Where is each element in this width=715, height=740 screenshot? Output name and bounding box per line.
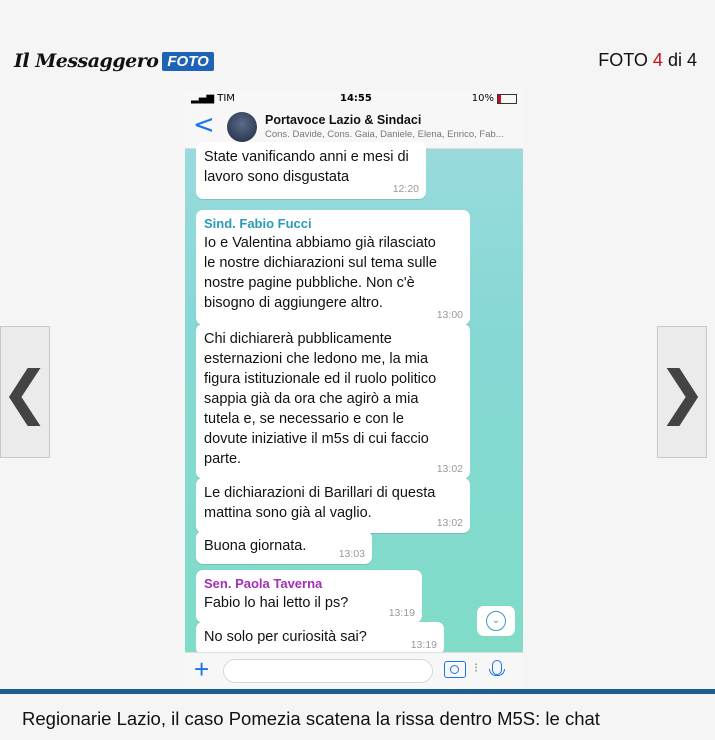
message-line: bisogno di aggiungere altro. <box>204 295 383 311</box>
message-line: parte. <box>204 451 242 467</box>
message-line: State vanificando anni e mesi di <box>204 149 409 165</box>
message-line: esternazioni che ledono me, la mia <box>204 351 429 367</box>
plus-icon[interactable]: + <box>194 654 210 684</box>
logo-foto-badge: FOTO <box>162 52 213 71</box>
message-line: dovute iniziative il m5s di cui faccio <box>204 431 429 447</box>
message-input[interactable] <box>223 659 433 683</box>
logo-text: Il Messaggero <box>14 50 159 72</box>
message-line: tutela e, se necessario e con le <box>204 411 404 427</box>
carrier: ▂▄▆ TIM <box>191 93 235 104</box>
message-bubble <box>196 478 470 533</box>
message-bubble <box>196 570 422 623</box>
message-bubble <box>196 210 470 325</box>
message-line: nostre pagine pubbliche. Non c'è <box>204 275 415 291</box>
message-line: No solo per curiosità sai? <box>204 629 367 645</box>
message-line: le nostre dichiarazioni sul tema sulle <box>204 255 437 271</box>
counter-prefix: FOTO <box>598 50 648 70</box>
status-time: 14:55 <box>340 93 372 104</box>
message-line: Io e Valentina abbiamo già rilasciato <box>204 235 436 251</box>
chevron-left-icon: ❮ <box>0 358 50 426</box>
message-time: 13:03 <box>338 548 365 560</box>
scroll-down-button[interactable] <box>477 606 515 636</box>
microphone-icon[interactable] <box>492 660 502 675</box>
status-bar <box>185 90 523 108</box>
message-line: mattina sono già al vaglio. <box>204 505 372 521</box>
chat-title[interactable]: Portavoce Lazio & Sindaci <box>265 113 422 127</box>
message-line: Fabio lo hai letto il ps? <box>204 595 349 611</box>
message-bubble <box>196 142 426 199</box>
chat-members: Cons. Davide, Cons. Gaia, Daniele, Elena, Enrico, Fab... <box>265 129 504 140</box>
counter-current: 4 <box>652 50 663 70</box>
chat-screenshot <box>185 90 523 688</box>
camera-icon[interactable] <box>444 661 466 678</box>
photo-caption: Regionarie Lazio, il caso Pomezia scatena la rissa dentro M5S: le chat <box>22 708 600 729</box>
message-time: 13:02 <box>436 517 463 529</box>
chat-input-bar <box>185 652 523 688</box>
group-avatar[interactable] <box>227 112 257 142</box>
message-bubble <box>196 622 444 655</box>
message-time: 13:02 <box>436 463 463 475</box>
message-bubble <box>196 531 372 564</box>
next-photo-button[interactable] <box>657 326 707 458</box>
message-line: Chi dichiarerà pubblicamente <box>204 331 392 347</box>
message-line: sappia già da ora che agirò a mia <box>204 391 419 407</box>
counter-total: 4 <box>686 50 697 70</box>
chevron-right-icon: ❯ <box>657 358 707 426</box>
message-line: Buona giornata. <box>204 538 307 554</box>
back-icon[interactable]: < <box>193 110 215 140</box>
message-sender: Sind. Fabio Fucci <box>204 216 312 231</box>
chevron-down-icon: ⌄ <box>486 611 506 631</box>
message-time: 13:00 <box>436 309 463 321</box>
message-time: 12:20 <box>392 183 419 195</box>
logo[interactable] <box>14 50 214 72</box>
message-time: 13:19 <box>410 639 437 651</box>
message-bubble <box>196 324 470 479</box>
battery-icon <box>497 94 517 104</box>
caption-divider <box>0 689 715 694</box>
separator-dots-icon: ⁝ <box>474 660 479 675</box>
photo-counter <box>598 50 697 71</box>
message-line: figura istituzionale ed il ruolo politico <box>204 371 437 387</box>
battery-status: 10% <box>472 93 517 104</box>
message-time: 13:19 <box>388 607 415 619</box>
counter-separator: di <box>667 50 682 70</box>
prev-photo-button[interactable] <box>0 326 50 458</box>
message-sender: Sen. Paola Taverna <box>204 576 323 591</box>
message-line: lavoro sono disgustata <box>204 169 350 185</box>
message-line: Le dichiarazioni di Barillari di questa <box>204 485 436 501</box>
